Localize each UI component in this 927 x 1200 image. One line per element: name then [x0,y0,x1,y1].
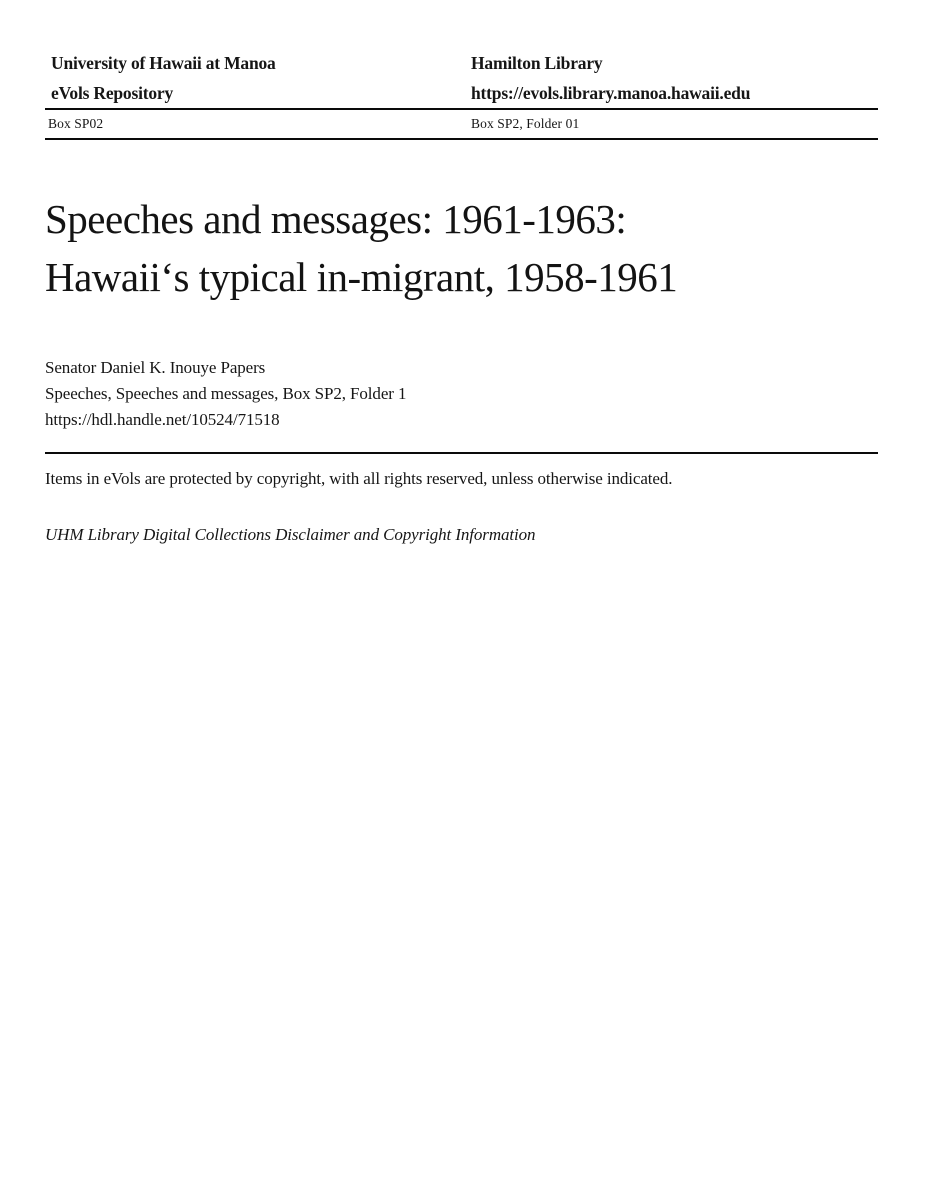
library-name: Hamilton Library [471,53,603,73]
header [45,48,878,108]
institution-name: University of Hawaii at Manoa [51,53,276,73]
copyright-notice: Items in eVols are protected by copyright, with all rights reserved, unless otherwise indicated. [45,469,673,488]
repository-name: eVols Repository [51,83,174,103]
handle-url-link[interactable]: https://hdl.handle.net/10524/71518 [45,410,280,429]
series-info: Speeches, Speeches and messages, Box SP2, Folder 1 [45,384,407,403]
document-title-line2: Hawaii‘s typical in-migrant, 1958-1961 [45,254,678,300]
disclaimer-link[interactable]: UHM Library Digital Collections Disclaimer and Copyright Information [45,525,536,544]
disclaimer [45,522,878,548]
header-right-column [471,48,878,108]
header-left-column [51,48,471,108]
page-content [45,0,878,548]
document-title [45,190,878,306]
metadata-block [45,355,878,433]
repository-url-link[interactable]: https://evols.library.manoa.hawaii.edu [471,83,751,103]
box-folder-row [45,110,878,138]
document-title-line1: Speeches and messages: 1961-1963: [45,196,627,242]
collection-name: Senator Daniel K. Inouye Papers [45,358,266,377]
box-folder-label: Box SP2, Folder 01 [471,116,580,131]
footer-divider [45,452,878,454]
header-divider-bottom [45,138,878,140]
box-label: Box SP02 [48,116,104,131]
